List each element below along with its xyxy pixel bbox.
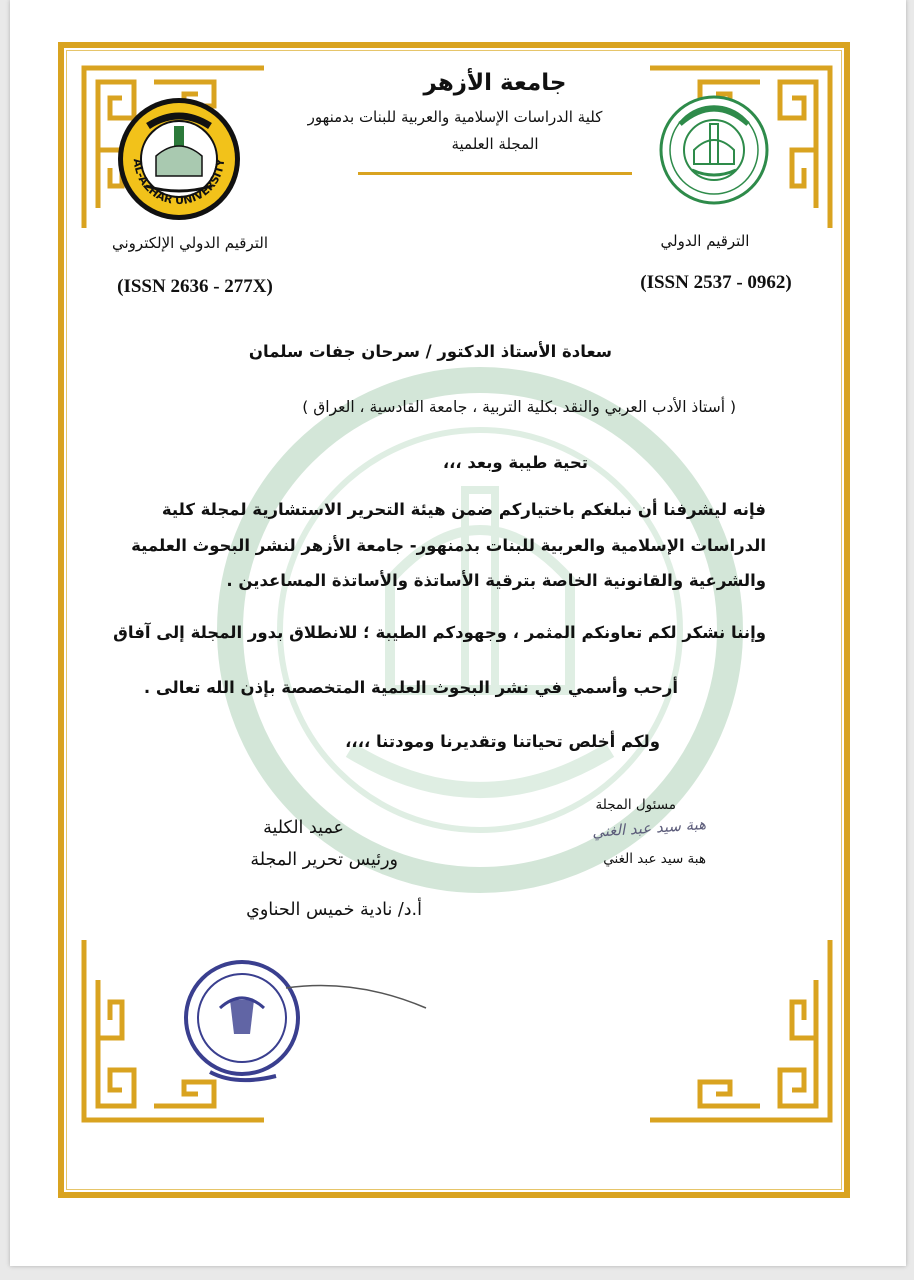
dean-role: ورئيس تحرير المجلة [250,850,398,870]
faculty-name: كلية الدراسات الإسلامية والعربية للبنات بدمنهور [307,108,603,126]
recipient-line: سعادة الأستاذ الدكتور / سرحان جفات سلمان [248,342,612,361]
officer-name: هبة سيد عبد الغني [603,851,706,867]
paragraph1-line3: والشرعية والقانونية الخاصة بترقية الأساتذة والأساتذة المساعدين . [226,571,766,590]
al-azhar-university-logo [116,96,242,222]
header-divider [358,172,632,175]
official-stamp [176,948,436,1098]
dean-name: أ.د/ نادية خميس الحناوي [246,900,422,920]
greeting: تحية طيبة وبعد ،،، [442,453,588,472]
issn-left-value: (ISSN 2636 - 277X) [117,276,273,297]
paragraph2-line2: أرحب وأسمي في نشر البحوث العلمية المتخصصة بإذن الله تعالى . [143,678,678,697]
officer-title: مسئول المجلة [595,797,676,813]
paragraph1-line1: فإنه ليشرفنا أن نبلغكم باختياركم ضمن هيئة التحرير الاستشارية لمجلة كلية [161,500,766,519]
journal-name: المجلة العلمية [451,135,539,153]
logo-text: AL-AZHAR UNIVERSITY [130,158,228,208]
issn-right-value: (ISSN 2537 - 0962) [640,272,792,293]
issn-left-label: الترقيم الدولي الإلكتروني [112,234,268,252]
paragraph1-line2: الدراسات الإسلامية والعربية للبنات بدمنهور- جامعة الأزهر لنشر البحوث العلمية [131,536,766,555]
dean-title: عميد الكلية [263,818,344,838]
closing-line: ولكم أخلص تحياتنا وتقديرنا ومودتنا ،،،، [345,732,660,751]
recipient-title: ( أستاذ الأدب العربي والنقد بكلية التربية ، جامعة القادسية ، العراق ) [302,398,736,416]
officer-signature: هبة سيد عبد الغني [591,815,707,841]
paragraph2-line1: وإننا نشكر لكم تعاونكم المثمر ، وجهودكم الطيبة ؛ للانطلاق بدور المجلة إلى آفاق [113,623,766,642]
issn-right-label: الترقيم الدولي [660,232,750,250]
corner-ornament-bottom-right [640,930,840,1130]
al-azhar-faculty-logo [658,94,770,206]
university-title: جامعة الأزهر [423,70,567,96]
